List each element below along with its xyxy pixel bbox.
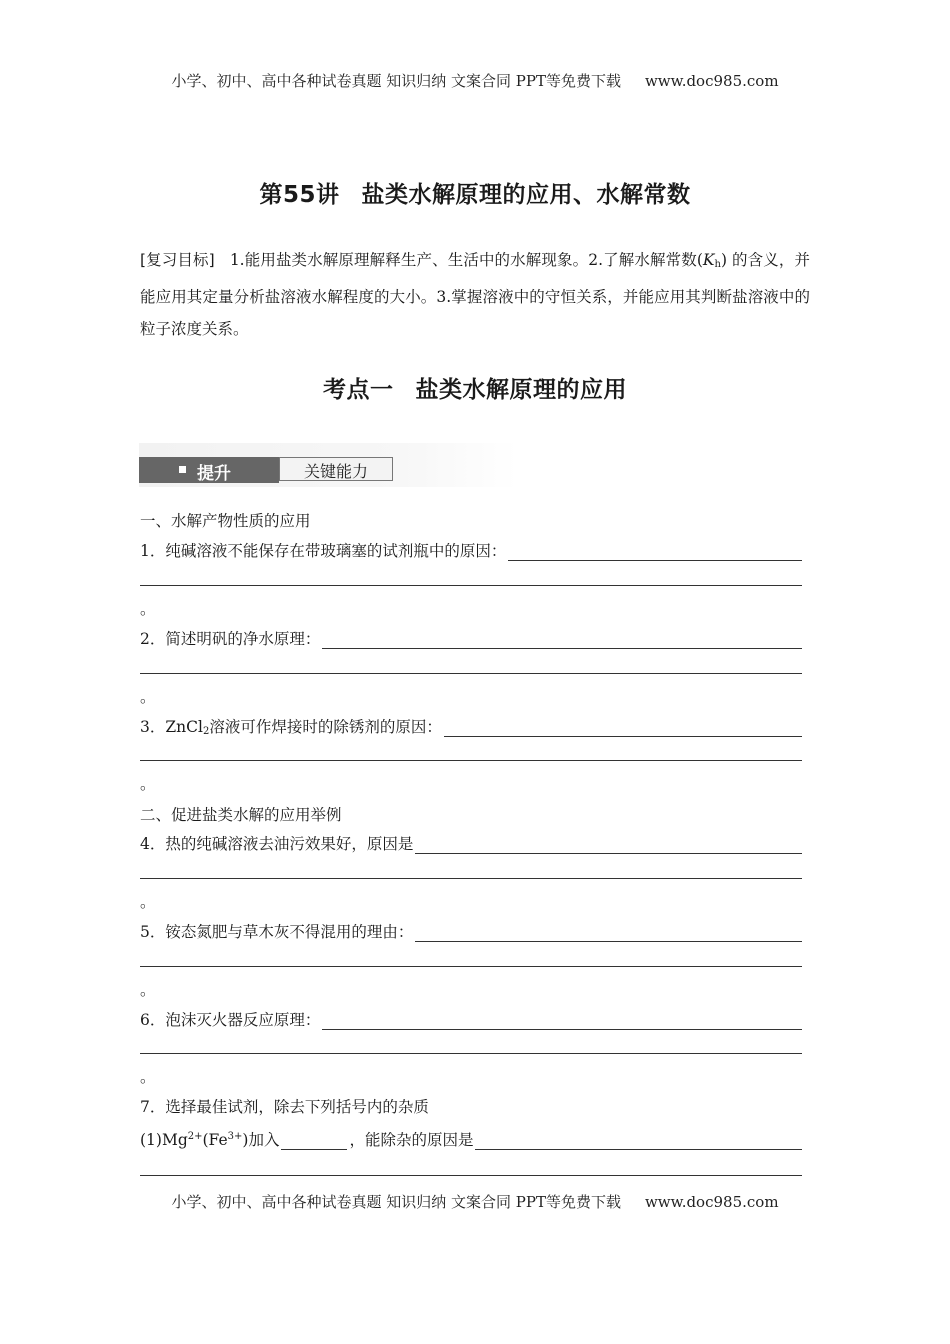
page-footer: [0, 1191, 950, 1212]
period-mark: 。: [140, 893, 156, 911]
banner-dark-label: 提升: [197, 464, 231, 484]
q7-1-add: )加入: [242, 1131, 280, 1149]
question-7-text: 7．选择最佳试剂，除去下列括号内的杂质: [140, 1098, 429, 1116]
banner-dark-tab: [139, 457, 279, 483]
answer-blank[interactable]: [322, 633, 802, 649]
banner-square-icon: [179, 466, 186, 473]
period-mark: 。: [140, 1068, 156, 1086]
answer-blank[interactable]: [322, 1014, 802, 1030]
answer-line[interactable]: [140, 673, 802, 674]
reagent-blank[interactable]: [281, 1134, 347, 1150]
period-mark: 。: [140, 688, 156, 706]
page-title: [0, 176, 950, 209]
question-5-text: 5．铵态氮肥与草木灰不得混用的理由：: [140, 923, 414, 941]
section-title: [0, 371, 950, 404]
question-2-text: 2．简述明矾的净水原理：: [140, 630, 321, 648]
review-k-sub: h: [714, 259, 721, 270]
answer-blank[interactable]: [415, 926, 802, 942]
q7-1-mg-charge: 2+: [187, 1131, 203, 1142]
q7-1-reason: ，能除杂的原因是: [349, 1131, 474, 1149]
page-header: [0, 70, 950, 91]
answer-line[interactable]: [140, 1175, 802, 1176]
ability-banner: [139, 443, 517, 487]
answer-blank[interactable]: [475, 1134, 802, 1150]
question-7-1-text: [140, 1128, 473, 1150]
review-tag: [复习目标]: [140, 251, 215, 269]
footer-text: 小学、初中、高中各种试卷真题 知识归纳 文案合同 PPT等免费下载: [171, 1193, 621, 1211]
answer-blank[interactable]: [508, 545, 802, 561]
footer-site[interactable]: www.doc985.com: [644, 1193, 779, 1211]
subsection-title: 一、水解产物性质的应用: [140, 512, 311, 530]
question-3-sub: 2: [202, 726, 210, 737]
answer-line[interactable]: [140, 585, 802, 586]
question-5: [140, 920, 802, 942]
lecture-number: 第55讲: [259, 182, 340, 208]
review-part1: 1.能用盐类水解原理解释生产、生活中的水解现象。2.了解水解常数(: [229, 251, 703, 269]
subsection-title: 二、促进盐类水解的应用举例: [140, 806, 342, 824]
answer-line[interactable]: [140, 1053, 802, 1054]
review-k: K: [702, 251, 715, 269]
section-label: 考点一: [323, 377, 394, 403]
period-mark: 。: [140, 600, 156, 618]
question-3-text: [140, 715, 442, 737]
review-goals: [140, 244, 810, 345]
period-mark: 。: [140, 775, 156, 793]
question-7: [140, 1095, 802, 1117]
q7-1-fe-charge: 3+: [227, 1131, 243, 1142]
answer-blank[interactable]: [415, 838, 802, 854]
q7-1-fe: (Fe: [202, 1131, 228, 1149]
answer-blank[interactable]: [444, 721, 802, 737]
answer-line[interactable]: [140, 966, 802, 967]
lecture-topic: 盐类水解原理的应用、水解常数: [361, 182, 691, 208]
question-2: [140, 627, 802, 649]
answer-line[interactable]: [140, 878, 802, 879]
question-4: [140, 832, 802, 854]
section-topic: 盐类水解原理的应用: [415, 377, 627, 403]
question-6: [140, 1008, 802, 1030]
period-mark: 。: [140, 981, 156, 999]
review-part2: ) 的含义，并能应用其定量分析盐溶液水解程度的大小。3.掌握溶液中的守恒关系，并能应用其判断盐溶液中的粒子浓度关系。: [140, 251, 810, 338]
question-3: [140, 715, 802, 737]
header-site[interactable]: www.doc985.com: [644, 72, 779, 90]
banner-light-tab: [279, 457, 393, 481]
question-3-suffix: 溶液可作焊接时的除锈剂的原因：: [209, 718, 442, 736]
question-1: [140, 539, 802, 561]
question-7-1: [140, 1128, 802, 1150]
answer-line[interactable]: [140, 760, 802, 761]
question-1-text: 1．纯碱溶液不能保存在带玻璃塞的试剂瓶中的原因：: [140, 542, 507, 560]
question-4-text: 4．热的纯碱溶液去油污效果好，原因是: [140, 835, 414, 853]
header-text: 小学、初中、高中各种试卷真题 知识归纳 文案合同 PPT等免费下载: [171, 72, 621, 90]
q7-1-mg: (1)Mg: [140, 1131, 188, 1149]
question-3-prefix: 3．ZnCl: [140, 718, 203, 736]
question-6-text: 6．泡沫灭火器反应原理：: [140, 1011, 321, 1029]
banner-light-label: 关键能力: [303, 462, 368, 481]
